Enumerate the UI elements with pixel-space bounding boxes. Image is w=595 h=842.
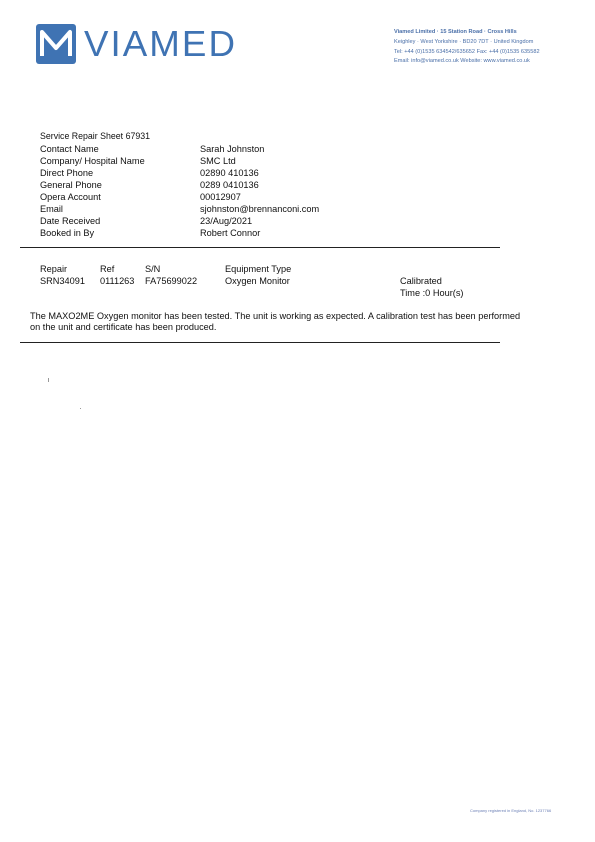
scan-speck (80, 408, 81, 409)
field-value: Robert Connor (200, 228, 261, 238)
divider (20, 342, 500, 343)
field-label: Direct Phone (40, 168, 94, 178)
info-row (40, 167, 319, 179)
calibration-status (400, 275, 463, 299)
repair-column (40, 263, 85, 287)
field-value: 02890 410136 (200, 168, 259, 178)
info-row (40, 179, 319, 191)
divider (20, 247, 500, 248)
column-header: Repair (40, 264, 68, 274)
field-value: 23/Aug/2021 (200, 216, 253, 226)
sheet-title: Service Repair Sheet 67931 (40, 131, 151, 141)
info-row (40, 191, 319, 203)
field-value: Sarah Johnston (200, 144, 265, 154)
info-row (40, 203, 319, 215)
company-address-block (394, 28, 584, 67)
company-line: Keighley · West Yorkshire · BD20 7DT · United Kingdom (394, 38, 534, 45)
contact-info-block (40, 143, 319, 239)
table-cell: Oxygen Monitor (225, 276, 290, 286)
field-value: 0289 0410136 (200, 180, 259, 190)
column-header: S/N (145, 264, 161, 274)
field-label: Email (40, 204, 63, 214)
field-label: Company/ Hospital Name (40, 156, 145, 166)
field-value: SMC Ltd (200, 156, 236, 166)
field-label: Contact Name (40, 144, 99, 154)
field-value: 00012907 (200, 192, 241, 202)
company-line: Email: info@viamed.co.uk Website: www.viamed.co.uk (394, 58, 530, 65)
field-label: Booked in By (40, 228, 95, 238)
sn-column (145, 263, 197, 287)
field-value: sjohnston@brennanconi.com (200, 204, 320, 214)
field-label: Date Received (40, 216, 101, 226)
table-cell: SRN34091 (40, 276, 85, 286)
viamed-logo-icon (36, 24, 76, 64)
company-registration-note: Company registered in England, No. 1237766 (470, 808, 552, 813)
status-text: Calibrated (400, 276, 442, 286)
table-cell: 0111263 (100, 276, 135, 286)
repair-remarks: The MAXO2ME Oxygen monitor has been tested. The unit is working as expected. A calibration test has been performed on the unit and certificate has been produced. (30, 311, 521, 332)
column-header: Equipment Type (225, 264, 292, 274)
company-line: Tel: +44 (0)1535 634542/635652 Fax: +44 (0)1535 635582 (394, 48, 540, 55)
company-line: Viamed Limited · 15 Station Road · Cross Hills (394, 29, 517, 35)
column-header: Ref (100, 264, 115, 274)
time-text: Time :0 Hour(s) (400, 288, 464, 298)
info-row (40, 215, 319, 227)
field-label: General Phone (40, 180, 102, 190)
info-row (40, 227, 319, 239)
brand-name: VIAMED (84, 23, 238, 64)
field-label: Opera Account (40, 192, 101, 202)
table-cell: FA75699022 (145, 276, 198, 286)
scan-speck (48, 378, 49, 382)
info-row (40, 143, 319, 155)
info-row (40, 155, 319, 167)
company-logo (36, 23, 238, 64)
equipment-type-column (225, 263, 291, 287)
ref-column (100, 263, 134, 287)
